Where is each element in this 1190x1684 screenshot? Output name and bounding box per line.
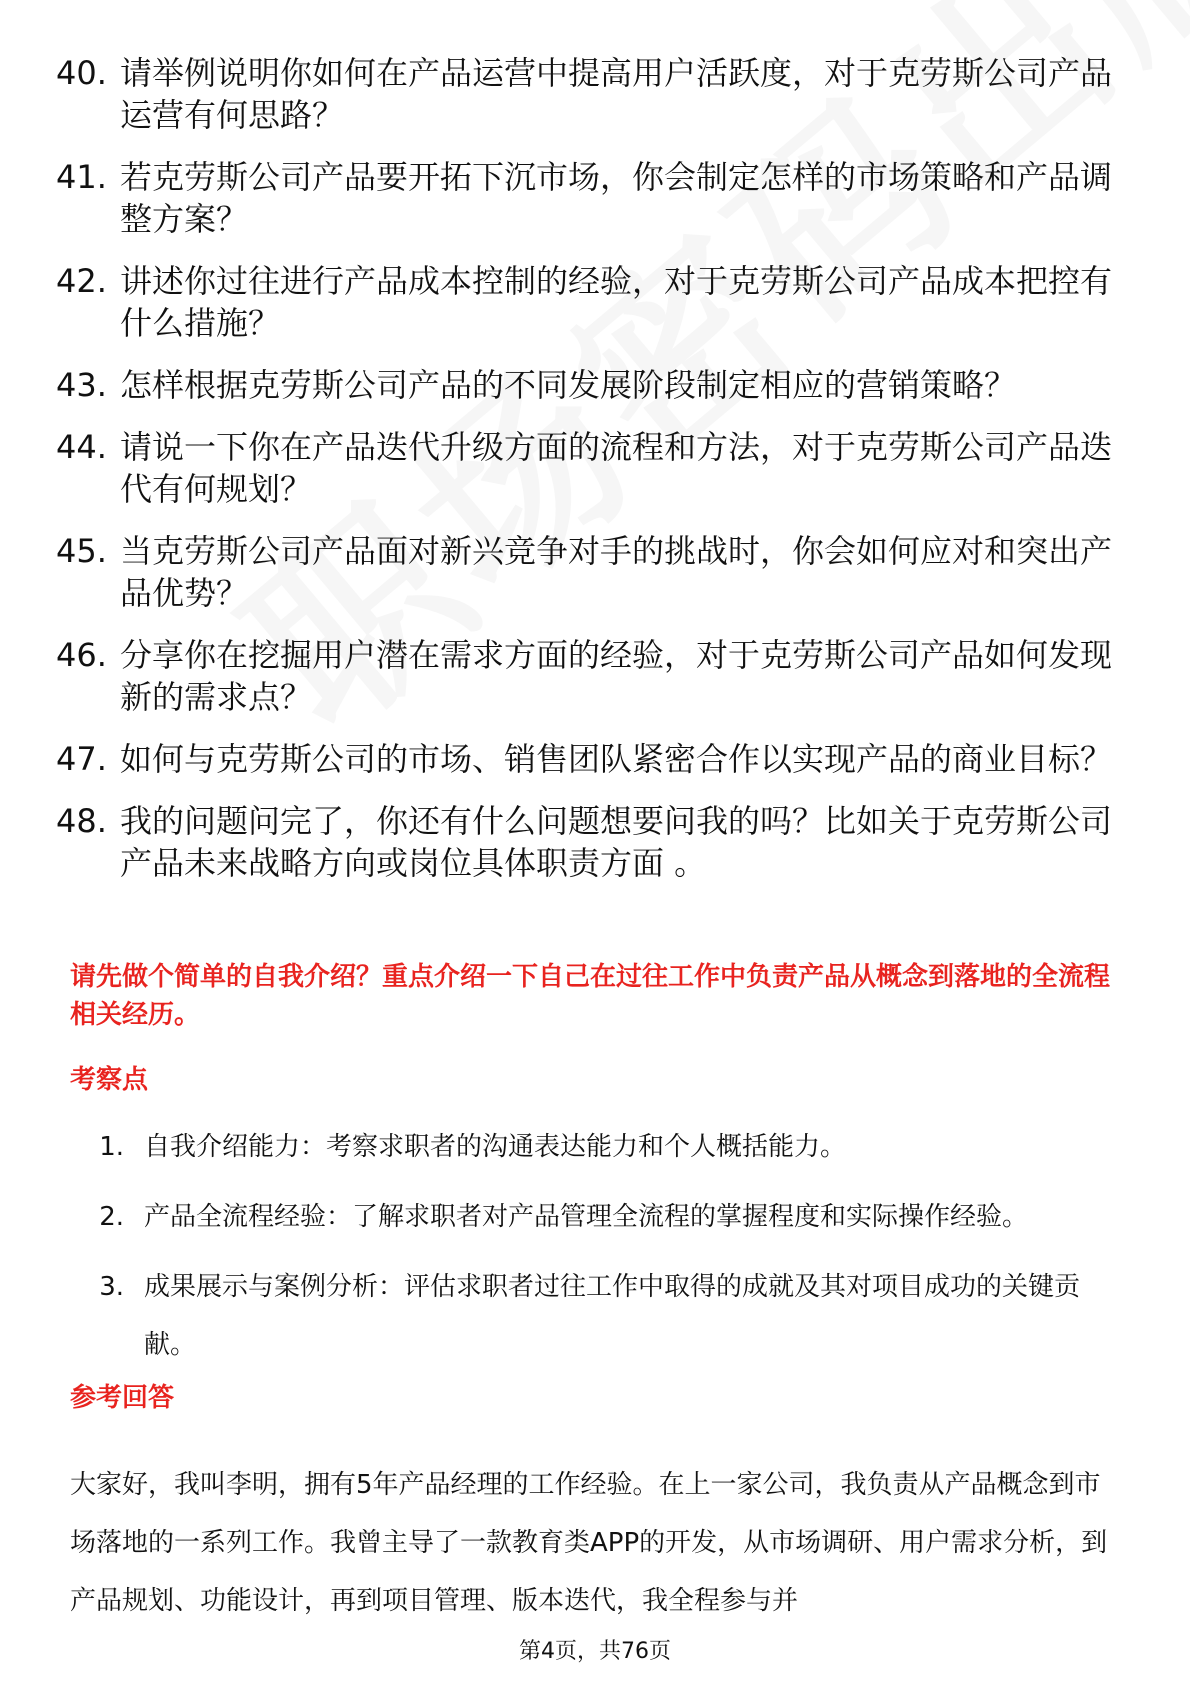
question-text: 当克劳斯公司产品面对新兴竞争对手的挑战时，你会如何应对和突出产品优势？ [120,532,1113,612]
question-number: 42. [56,262,107,300]
question-item [56,738,1116,780]
question-text: 分享你在挖掘用户潜在需求方面的经验，对于克劳斯公司产品如何发现新的需求点？ [120,636,1113,716]
question-number: 41. [56,158,107,196]
question-text: 若克劳斯公司产品要开拓下沉市场，你会制定怎样的市场策略和产品调整方案？ [120,158,1113,238]
question-item [56,426,1116,510]
question-text: 我的问题问完了，你还有什么问题想要问我的吗？比如关于克劳斯公司产品未来战略方向或岗位具体职责方面 。 [120,802,1113,882]
question-number: 46. [56,636,107,674]
question-number: 47. [56,740,107,778]
point-item [70,1126,1120,1176]
point-item [70,1266,1120,1374]
answer-paragraph: 大家好，我叫李明，拥有5年产品经理的工作经验。在上一家公司，我负责从产品概念到市场落地的一系列工作。我曾主导了一款教育类APP的开发，从市场调研、用户需求分析，到产品规划、功能设计，再到项目管理、版本迭代，我全程参与并 [70,1470,1108,1616]
question-list [56,52,1116,904]
question-number: 48. [56,802,107,840]
question-number: 43. [56,366,107,404]
question-item [56,364,1116,406]
question-item [56,52,1116,136]
point-number: 2. [99,1202,124,1232]
question-item [56,156,1116,240]
question-item [56,634,1116,718]
point-text: 自我介绍能力：考察求职者的沟通表达能力和个人概括能力。 [144,1132,847,1162]
question-text: 如何与克劳斯公司的市场、销售团队紧密合作以实现产品的商业目标？ [120,740,1113,778]
answer-heading: 参考回答 [70,1383,175,1413]
question-text: 请举例说明你如何在产品运营中提高用户活跃度，对于克劳斯公司产品运营有何思路？ [120,54,1113,134]
points-heading: 考察点 [70,1065,149,1095]
section-title: 请先做个简单的自我介绍？重点介绍一下自己在过往工作中负责产品从概念到落地的全流程相关经历。 [70,962,1111,1030]
question-item [56,800,1116,884]
question-text: 请说一下你在产品迭代升级方面的流程和方法，对于克劳斯公司产品迭代有何规划？ [120,428,1113,508]
page-footer: 第4页，共76页 [519,1639,671,1664]
point-number: 1. [99,1132,124,1162]
point-item [70,1196,1120,1246]
question-number: 44. [56,428,107,466]
question-item [56,530,1116,614]
point-text: 产品全流程经验：了解求职者对产品管理全流程的掌握程度和实际操作经验。 [144,1202,1029,1232]
question-text: 怎样根据克劳斯公司产品的不同发展阶段制定相应的营销策略？ [120,366,1017,404]
question-number: 40. [56,54,107,92]
question-number: 45. [56,532,107,570]
points-list [70,1126,1120,1394]
question-text: 讲述你过往进行产品成本控制的经验，对于克劳斯公司产品成本把控有什么措施？ [120,262,1113,342]
question-item [56,260,1116,344]
point-text: 成果展示与案例分析：评估求职者过往工作中取得的成就及其对项目成功的关键贡献。 [144,1272,1081,1360]
point-number: 3. [99,1272,124,1302]
